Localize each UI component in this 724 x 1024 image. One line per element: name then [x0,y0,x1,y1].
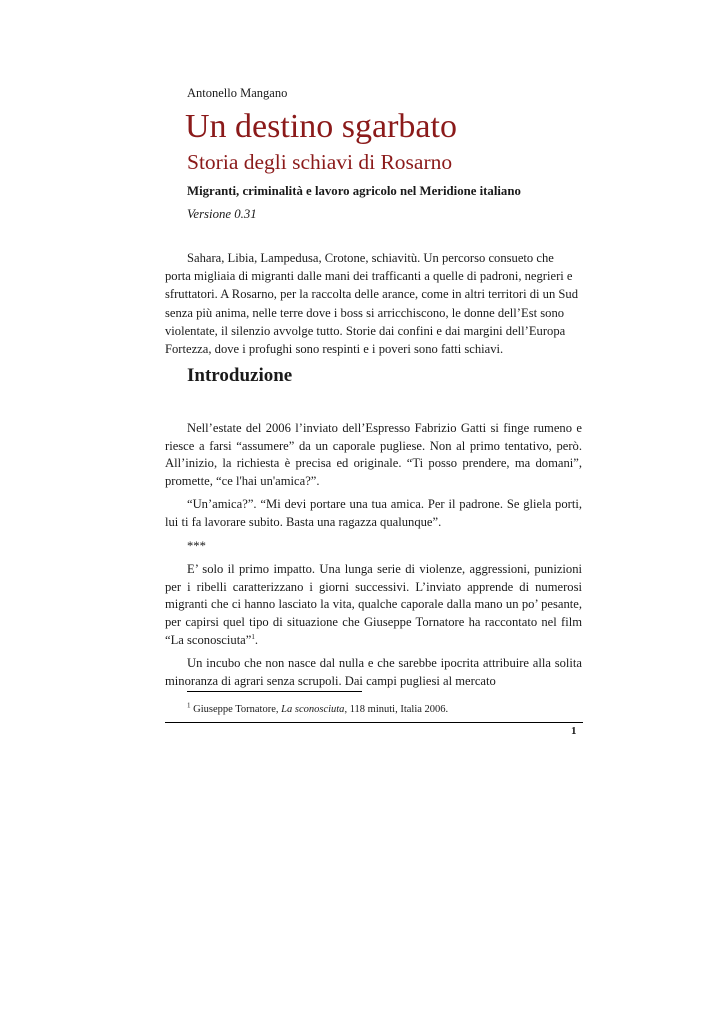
section-body [165,420,582,696]
page-footer-rule [165,722,583,723]
footnote-film-title: La sconosciuta [281,704,345,715]
book-tagline: Migranti, criminalità e lavoro agricolo nel Meridione italiano [187,184,521,198]
abstract-paragraph: Sahara, Libia, Lampedusa, Crotone, schiavitù. Un percorso consueto che porta migliaia di migranti dalle mani dei trafficanti a quelle di padroni, negrieri e sfruttatori. A Rosarno, per la raccolta delle arance, come in altri territori di un Sud senza più anima, nelle terre dove i boss si arricchiscono, le donne dell’Est sono violentate, il silenzio avvolge tutto. Storie dai confini e dai margini dell’Europa Fortezza, dove i profughi sono respinti e i poveri sono fatti schiavi. [165,251,579,357]
abstract [165,249,582,358]
book-subtitle: Storia degli schiavi di Rosarno [187,150,453,174]
version-label: Versione 0.31 [187,207,257,221]
footnote-text-after: , 118 minuti, Italia 2006. [344,704,449,715]
body-paragraph-3-text: E’ solo il primo impatto. Una lunga serie di violenze, aggressioni, punizioni per i ribelli caratterizzano i giorni successivi. L’inviato apprende di numerosi migranti che ci hanno lasciato la vita, qualche caporale dalla mano un po’ pesante, per capirsi quel tipo di situazione che Giuseppe Tornatore ha raccontato nel film “La sconosciuta” [165,562,582,647]
book-title: Un destino sgarbato [185,108,457,145]
page-number: 1 [571,725,577,737]
body-paragraph-3: E’ solo il primo impatto. Una lunga serie di violenze, aggressioni, punizioni per i ribelli caratterizzano i giorni successivi. L’inviato apprende di numerosi migranti che ci hanno lasciato la vita, qualche caporale dalla mano un po’ pesante, per capirsi quel tipo di situazione che Giuseppe Tornatore ha raccontato nel film “La sconosciuta”$^1$. [165,562,582,647]
body-paragraph-2: “Un’amica?”. “Mi devi portare una tua amica. Per il padrone. Se gliela porti, lui ti fa lavorare subito. Basta una ragazza qualunque”. [165,497,582,529]
author-name: Antonello Mangano [187,86,288,100]
section-heading: Introduzione [187,365,293,386]
body-paragraph-4: Un incubo che non nasce dal nulla e che sarebbe ipocrita attribuire alla solita minoranza di agrari senza scrupoli. Dai campi pugliesi al mercato [165,656,582,688]
footnote-text-before: Giuseppe Tornatore, [193,704,279,715]
footnote [187,701,449,715]
footnote-separator [187,691,362,692]
footnote-reference[interactable]: 1 [251,632,255,641]
body-paragraph-1: Nell’estate del 2006 l’inviato dell’Espresso Fabrizio Gatti si finge rumeno e riesce a farsi “assumere” da un caporale pugliese. Non al primo tentativo, però. All’inizio, la richiesta è precisa ed originale. “Ti posso prendere, ma domani”, promette, “ce l'hai un'amica?”. [165,421,582,488]
footnote-number: 1 [187,701,191,710]
section-separator: *** [187,538,206,553]
